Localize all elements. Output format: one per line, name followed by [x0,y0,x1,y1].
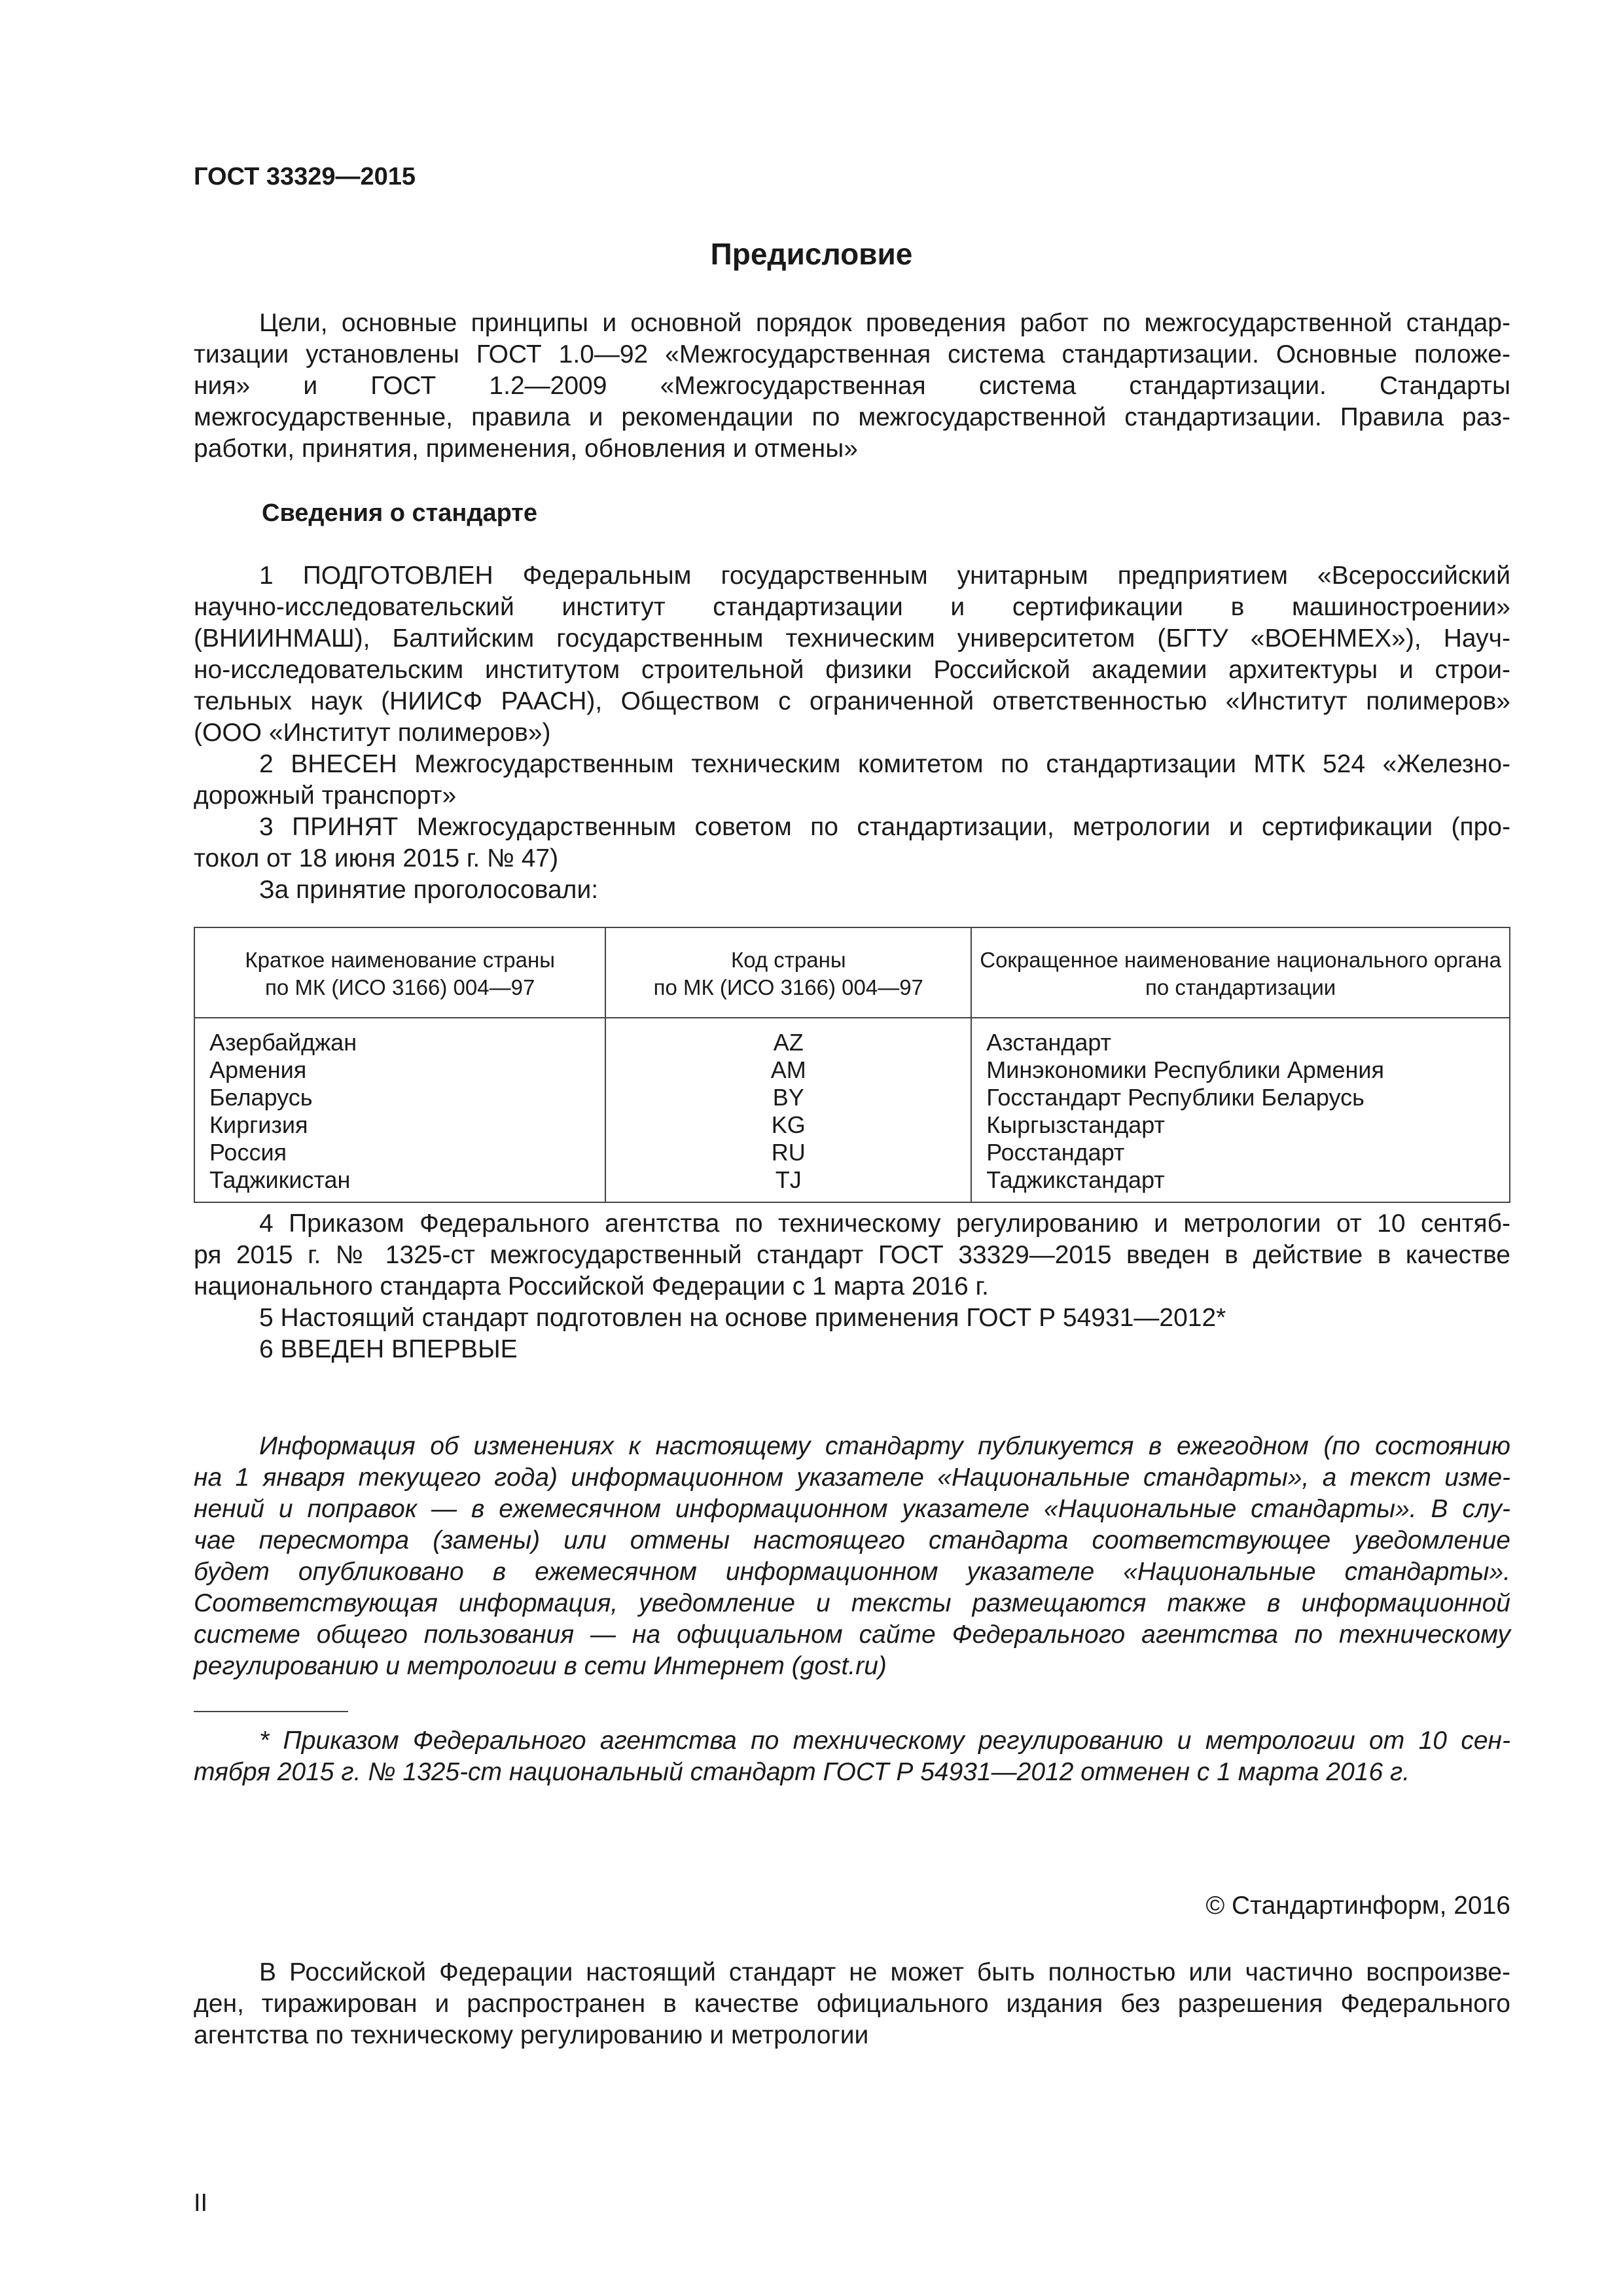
legal-line: ден, тиражирован и распространен в качестве официального издания без разрешения Федерального [194,1990,1510,2018]
item4-line: национального стандарта Российской Федерации с 1 марта 2016 г. [194,1272,989,1300]
item4-line: 4 Приказом Федерального агентства по техническому регулированию и метрологии от 10 сентяб- [259,1210,1510,1238]
items-block [194,560,1510,906]
intro-line: Цели, основные принципы и основной порядок проведения работ по межгосударственной стандар- [259,309,1510,337]
info-line: Соответствующая информация, уведомление и тексты размещаются также в информационной [194,1589,1510,1617]
country-code: AZ [773,1029,804,1056]
item1-line: (ООО «Институт полимеров») [194,719,551,747]
legal-notice [194,1957,1510,2051]
legal-line: В Российской Федерации настоящий стандарт не может быть полностью или частично воспроизве- [259,1958,1510,1986]
country-code: AM [770,1056,806,1083]
country-name: Армения [209,1056,307,1083]
footnote-line: * Приказом Федерального агентства по техническому регулированию и метрологии от 10 сен- [259,1727,1510,1755]
info-line: на 1 января текущего года) информационном указателе «Национальные стандарты», а текст изме- [194,1463,1510,1492]
items-after-block [194,1208,1510,1365]
standards-body-column [971,1018,1510,1202]
intro-paragraph [194,308,1510,465]
copyright-notice: © Стандартинформ, 2016 [1205,1892,1510,1920]
document-id-header: ГОСТ 33329—2015 [194,163,416,190]
vote-label: За принятие проголосовали: [259,876,599,904]
table-header-cell: Код страны по МК (ИСО 3166) 004—97 [605,927,971,1018]
country-name: Киргизия [209,1111,308,1138]
info-line: Информация об изменениях к настоящему стандарту публикуется в ежегодном (по состоянию [259,1432,1510,1460]
page-title: Предисловие [710,237,913,271]
intro-line: межгосударственные, правила и рекомендации по межгосударственной стандартизации. Правила раз- [194,403,1510,431]
footnote-line: тября 2015 г. № 1325-ст национальный стандарт ГОСТ Р 54931—2012 отменен с 1 марта 2016 г. [194,1758,1410,1786]
info-line: регулированию и метрологии в сети Интернет (gost.ru) [194,1652,887,1680]
item1-line: 1 ПОДГОТОВЛЕН Федеральным государственным унитарным предприятием «Всероссийский [259,562,1510,590]
section-heading: Сведения о стандарте [262,499,538,527]
info-line: будет опубликовано в ежемесячном информационном указателе «Национальные стандарты». [194,1558,1510,1586]
table-row [194,1018,1510,1202]
standards-body: Кыргызстандарт [986,1111,1165,1138]
item3-line: токол от 18 июня 2015 г. № 47) [194,844,559,872]
country-column [194,1018,605,1202]
info-line: чае пересмотра (замены) или отмены настоящего стандарта соответствующее уведомление [194,1526,1510,1554]
table-header-cell: Сокращенное наименование национального органа по стандартизации [971,927,1510,1018]
voting-table [194,927,1510,1203]
standards-body: Росстандарт [986,1139,1125,1166]
intro-line: работки, принятия, применения, обновления и отмены» [194,435,858,463]
country-name: Беларусь [209,1084,313,1111]
standards-body: Таджикстандарт [986,1166,1165,1193]
item1-line: но-исследовательским институтом строительной физики Российской академии архитектуры и строи- [194,656,1510,684]
item6-line: 6 ВВЕДЕН ВПЕРВЫЕ [259,1335,518,1363]
item5-line: 5 Настоящий стандарт подготовлен на основе применения ГОСТ Р 54931—2012* [259,1304,1226,1332]
item1-line: научно-исследовательский институт стандартизации и сертификации в машиностроении» [194,593,1510,621]
country-code: KG [771,1111,806,1138]
intro-line: тизации установлены ГОСТ 1.0—92 «Межгосударственная система стандартизации. Основные положе- [194,340,1510,368]
item1-line: (ВНИИНМАШ), Балтийским государственным техническим университетом (БГТУ «ВОЕНМЕХ»), Науч- [194,624,1510,653]
country-name: Таджикистан [209,1166,351,1193]
info-line: системе общего пользования — на официальном сайте Федерального агентства по техническому [194,1621,1510,1649]
country-name: Азербайджан [209,1029,357,1056]
footnote-separator [194,1711,348,1712]
footnote [194,1725,1510,1788]
item3-line: 3 ПРИНЯТ Межгосударственным советом по стандартизации, метрологии и сертификации (про- [259,813,1510,841]
info-notice [194,1431,1510,1682]
standards-body: Азстандарт [986,1029,1112,1056]
standards-body: Госстандарт Республики Беларусь [986,1084,1364,1111]
country-code: RU [771,1139,806,1166]
item2-line: дорожный транспорт» [194,781,457,810]
table-header-cell: Краткое наименование страны по МК (ИСО 3166) 004—97 [194,927,605,1018]
item4-line: ря 2015 г. № 1325-ст межгосударственный стандарт ГОСТ 33329—2015 введен в действие в качестве [194,1241,1510,1269]
legal-line: агентства по техническому регулированию и метрологии [194,2021,869,2049]
intro-line: ния» и ГОСТ 1.2—2009 «Межгосударственная система стандартизации. Стандарты [194,372,1510,400]
page-number: II [194,2189,208,2217]
country-code: BY [772,1084,804,1111]
table-header-row [194,927,1510,1018]
info-line: нений и поправок — в ежемесячном информационном указателе «Национальные стандарты». В слу- [194,1495,1510,1523]
standards-body: Минэкономики Республики Армения [986,1056,1384,1083]
country-code: TJ [775,1166,802,1193]
item1-line: тельных наук (НИИСФ РААСН), Обществом с ограниченной ответственностью «Институт полимеров» [194,687,1510,715]
country-name: Россия [209,1139,287,1166]
item2-line: 2 ВНЕСЕН Межгосударственным техническим комитетом по стандартизации МТК 524 «Железно- [259,750,1510,778]
code-column [605,1018,971,1202]
